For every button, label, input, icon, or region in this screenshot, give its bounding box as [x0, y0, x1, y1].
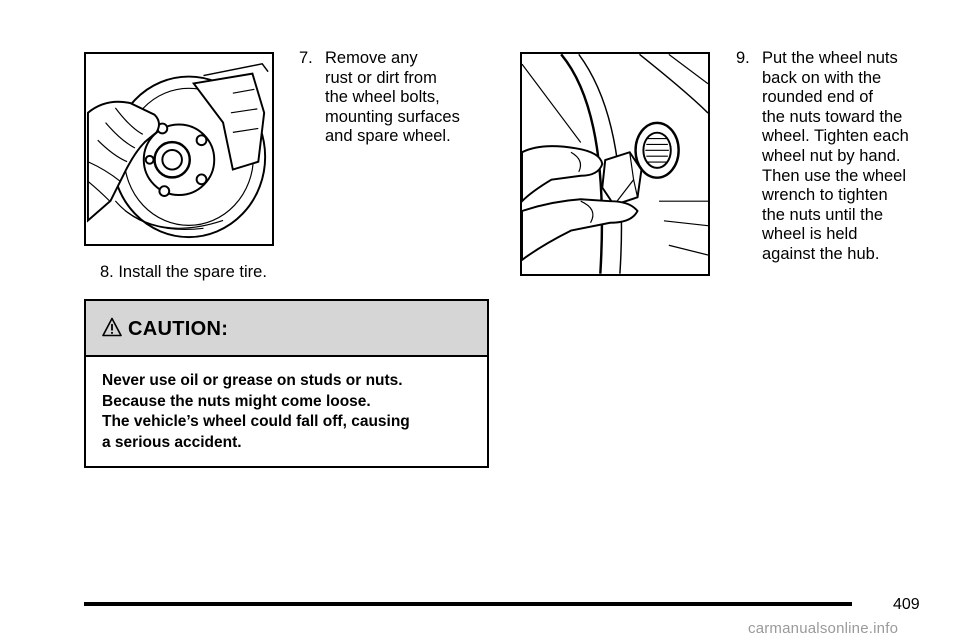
wheel-nut-drawing [522, 54, 708, 274]
step-9-number: 9. [736, 49, 750, 67]
caution-text [86, 357, 487, 453]
step-7-line: Remove any [325, 49, 418, 67]
step-7-number: 7. [299, 49, 313, 67]
caution-title: CAUTION: [128, 318, 229, 340]
caution-line: The vehicle’s wheel could fall off, causing [102, 413, 410, 430]
step-7-line: and spare wheel. [325, 127, 451, 146]
caution-line: Never use oil or grease on studs or nuts. [102, 372, 403, 389]
caution-box [84, 299, 489, 468]
step-7-line: the wheel bolts, [325, 88, 440, 107]
hub-cleaning-drawing [86, 54, 272, 244]
step-9 [736, 49, 909, 265]
step-7 [299, 49, 460, 147]
warning-triangle-icon [102, 317, 122, 337]
watermark-text: carmanualsonline.info [748, 620, 899, 637]
step-9-line: Then use the wheel [762, 166, 907, 185]
step-9-line: the nuts toward the [762, 107, 903, 126]
footer-rule [84, 602, 852, 606]
step-9-line: wrench to tighten [762, 186, 888, 205]
step-9-line: rounded end of [762, 88, 874, 107]
page-number: 409 [893, 596, 920, 613]
step-9-line: wheel nut by hand. [762, 146, 901, 165]
step-9-line: the nuts until the [762, 205, 884, 224]
wheel-nut-illustration [520, 52, 710, 276]
step-9-line: Put the wheel nuts [762, 49, 898, 67]
step-7-line: mounting surfaces [325, 107, 460, 126]
step-9-line: wheel is held [762, 225, 858, 244]
step-9-line: back on with the [762, 68, 882, 87]
hub-cleaning-illustration [84, 52, 274, 246]
caution-line: Because the nuts might come loose. [102, 392, 371, 410]
caution-line: a serious accident. [102, 433, 242, 451]
step-9-line: against the hub. [762, 244, 880, 263]
step-8: 8. Install the spare tire. [100, 263, 267, 281]
step-9-line: wheel. Tighten each [762, 127, 909, 146]
caution-header [86, 301, 487, 357]
step-7-line: rust or dirt from [325, 68, 437, 87]
